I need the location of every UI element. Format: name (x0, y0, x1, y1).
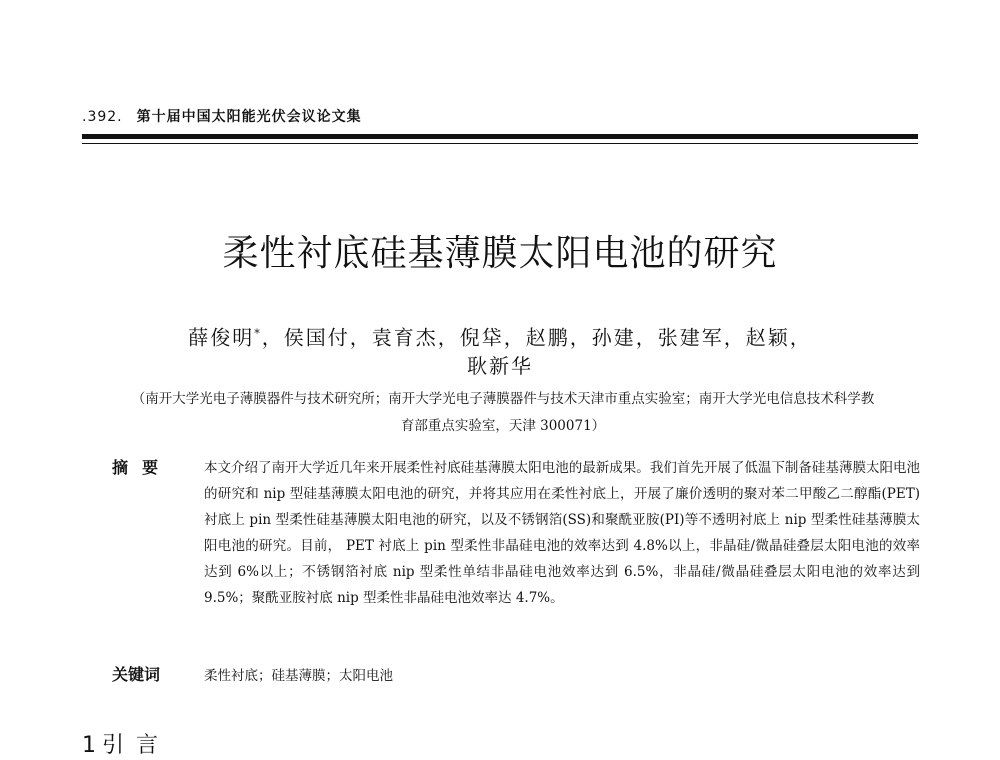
running-header (82, 106, 918, 126)
abstract-label: 摘要 (112, 458, 173, 477)
section-title: 引言 (102, 733, 171, 758)
author-list (120, 320, 880, 380)
header-rule-thin (82, 143, 918, 144)
section-heading (82, 728, 170, 759)
abstract-text: 本文介绍了南开大学近几年来开展柔性衬底硅基薄膜太阳电池的最新成果。我们首先开展了低温下制备硅基薄膜太阳电池的研究和 nip 型硅基薄膜太阳电池的研究，并将其应用在柔性衬底上，开展了廉价透明的聚对苯二甲酸乙二醇酯(PET)衬底上 pin 型柔性硅基薄膜太阳电池的研究，以及不锈钢箔(SS)和聚酰亚胺(PI)等不透明衬底上 nip 型柔性硅基薄膜太阳电池的研究。目前， PET 衬底上 pin 型柔性非晶硅电池的效率达到 4.8%以上，非晶硅/微晶硅叠层太阳电池的效率达到 6%以上；不锈钢箔衬底 nip 型柔性单结非晶硅电池效率达到 6.5%，非晶硅/微晶硅叠层太阳电池的效率达到 9.5%；聚酰亚胺衬底 nip 型柔性非晶硅电池效率达 4.7%。 (204, 460, 920, 606)
proceedings-title: 第十届中国太阳能光伏会议论文集 (136, 109, 362, 125)
author-last: 耿新华 (467, 353, 533, 378)
section-number: 1 (82, 733, 96, 758)
affiliation (88, 386, 918, 440)
page-number: .392. (82, 109, 123, 125)
author-rest: ，侯国付，袁育杰，倪牮，赵鹏，孙建，张建军，赵颖， (261, 325, 812, 350)
paper-title: 柔性衬底硅基薄膜太阳电池的研究 (222, 233, 778, 274)
header-rule-thick (82, 134, 918, 139)
author-first: 薛俊明 (188, 325, 255, 350)
affiliation-line-1: （南开大学光电子薄膜器件与技术研究所；南开大学光电子薄膜器件与技术天津市重点实验室；南开大学光电信息技术科学教 (131, 391, 875, 407)
keywords-label: 关键词 (112, 665, 161, 684)
affiliation-line-2: 育部重点实验室，天津 300071） (400, 418, 606, 434)
corresponding-author-marker: * (254, 327, 262, 340)
keywords-text: 柔性衬底；硅基薄膜；太阳电池 (204, 668, 393, 684)
